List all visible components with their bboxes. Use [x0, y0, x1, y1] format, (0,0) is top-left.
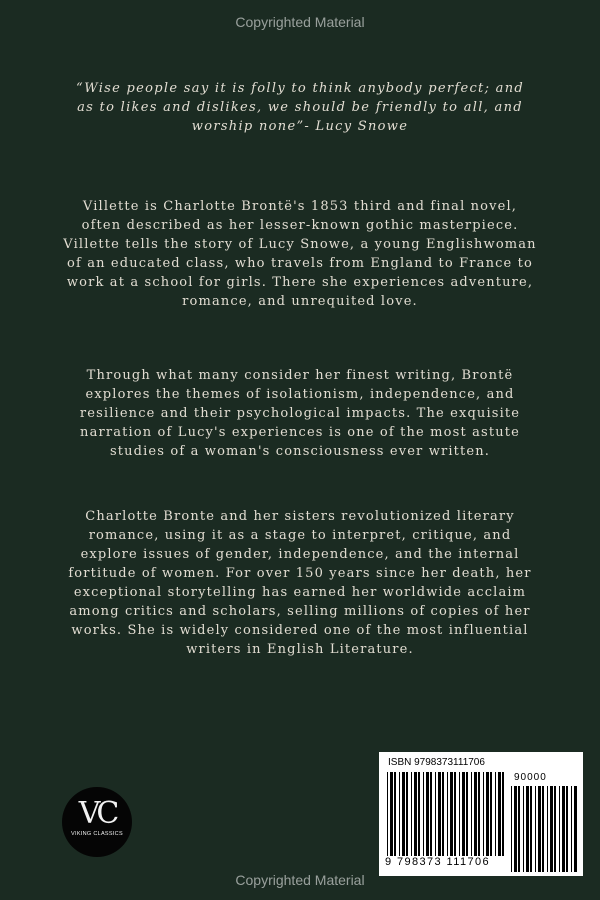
- barcode-stripe: [526, 786, 529, 872]
- main-barcode-bars: [387, 772, 504, 856]
- barcode-stripe: [438, 772, 441, 856]
- publisher-name: VIKING CLASSICS: [71, 831, 123, 837]
- barcode-stripe: [402, 772, 405, 856]
- barcode-stripe: [538, 786, 541, 872]
- barcode-stripe: [562, 786, 565, 872]
- barcode-stripe: [547, 786, 548, 872]
- barcode-stripe: [430, 772, 432, 856]
- barcode: [379, 752, 583, 876]
- barcode-stripe: [511, 786, 512, 872]
- barcode-stripe: [462, 772, 465, 856]
- isbn-digits: 9 798373 111706: [385, 856, 491, 868]
- barcode-stripe: [426, 772, 429, 856]
- barcode-stripe: [454, 772, 456, 856]
- addon-label: 90000: [514, 772, 547, 783]
- barcode-stripe: [571, 786, 572, 872]
- barcode-stripe: [459, 772, 460, 856]
- barcode-stripe: [387, 772, 388, 856]
- barcode-stripe: [442, 772, 444, 856]
- addon-barcode-bars: [511, 786, 577, 872]
- barcode-stripe: [530, 786, 532, 872]
- barcode-stripe: [411, 772, 412, 856]
- description-paragraph-2: Through what many consider her finest writing, Brontë explores the themes of isolationism, independence, and resilience and their psychological impacts. The exquisite narration of Lucy's experiences is one of the most astute studies of a woman's consciousness ever written.: [79, 368, 521, 459]
- watermark-bottom: Copyrighted Material: [235, 872, 365, 888]
- barcode-stripe: [574, 786, 577, 872]
- barcode-stripe: [390, 772, 393, 856]
- barcode-stripe: [471, 772, 472, 856]
- barcode-stripe: [514, 786, 517, 872]
- barcode-stripe: [406, 772, 408, 856]
- barcode-stripe: [498, 772, 501, 856]
- barcode-stripe: [502, 772, 504, 856]
- barcode-stripe: [490, 772, 492, 856]
- description-paragraph-1: Villette is Charlotte Brontë's 1853 third and final novel, often described as her lesser-known gothic masterpiece. Villette tells the story of Lucy Snowe, a young Englishwoman of an educated class, who travels from England to France to work at a school for girls. There she experiences adventure, romance, and unrequited love.: [63, 199, 537, 309]
- barcode-stripe: [435, 772, 436, 856]
- barcode-stripe: [399, 772, 400, 856]
- quote: “Wise people say it is folly to think anybody perfect; and as to likes and dislikes, we should be friendly to all, and worship none”- Lucy Snowe: [75, 81, 525, 134]
- watermark-top: Copyrighted Material: [235, 14, 365, 30]
- publisher-logo: [62, 787, 132, 857]
- barcode-stripe: [566, 786, 568, 872]
- barcode-stripe: [414, 772, 417, 856]
- barcode-stripe: [466, 772, 468, 856]
- barcode-stripe: [523, 786, 524, 872]
- barcode-stripe: [450, 772, 453, 856]
- barcode-stripe: [418, 772, 420, 856]
- barcode-stripe: [559, 786, 560, 872]
- isbn-label: ISBN 9798373111706: [388, 757, 485, 768]
- barcode-stripe: [394, 772, 396, 856]
- barcode-stripe: [535, 786, 536, 872]
- barcode-stripe: [483, 772, 484, 856]
- barcode-stripe: [478, 772, 480, 856]
- description-paragraph-3: Charlotte Bronte and her sisters revolutionized literary romance, using it as a stage to interpret, critique, and explore issues of gender, independence, and the internal fortitude of women. For over 150 years since her death, her exceptional storytelling has earned her worldwide acclaim among critics and scholars, selling millions of copies of her works. She is widely considered one of the most influential writers in English Literature.: [68, 509, 532, 657]
- barcode-stripe: [554, 786, 556, 872]
- barcode-stripe: [423, 772, 424, 856]
- barcode-stripe: [542, 786, 544, 872]
- barcode-stripe: [447, 772, 448, 856]
- barcode-stripe: [495, 772, 496, 856]
- barcode-stripe: [474, 772, 477, 856]
- barcode-stripe: [486, 772, 489, 856]
- publisher-monogram: VC: [78, 796, 116, 831]
- barcode-stripe: [518, 786, 520, 872]
- barcode-stripe: [550, 786, 553, 872]
